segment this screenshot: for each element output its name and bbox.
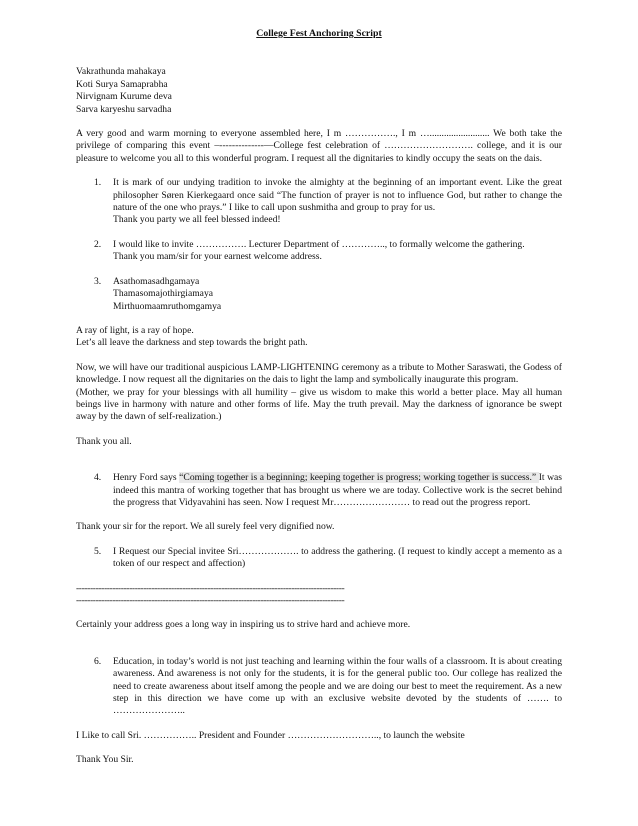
list-number: 1. [94,177,102,189]
intro-paragraph: A very good and warm morning to everyone assembled here, I m ……………., I m …......................... We both take the privilege of comparing this event –--------------—College fest celebration of ………………………. college, and it is our pleasure to welcome you all to this wonderful program. I request all the dignitaries to kindly occupy the seats on the dais. [76,128,562,164]
prayer-paragraph: (Mother, we pray for your blessings with all humility – give us wisdom to make this world a better place. May all human beings live in harmony with nature and other forms of life. May the truth prevail. May the darkness of ignorance be swept away by the dawn of self-realization.) [76,386,562,423]
thank-you-sir: Thank You Sir. [76,754,134,766]
list-number: 5. [94,545,102,557]
invocation-verse [76,66,562,116]
address-paragraph: Certainly your address goes a long way in inspiring us to strive hard and achieve more. [76,619,411,631]
list-number: 4. [94,472,102,484]
verse-line: Sarva karyeshu sarvadha [76,103,172,115]
call-paragraph: I Like to call Sri. …………….. President and Founder ……………………….., to launch the website [76,729,465,741]
list-text: Thamasomajothirgiamaya [113,288,213,300]
list-text: It was indeed this mantra of working together that has brought us where we are today. Collective work is the secret behind the progress that Vidyavahini has seen. Now I request Mr…………………… to read out the progress report. [113,472,562,508]
thank-you-all: Thank you all. [76,435,132,447]
list-text: Mirthuomaamruthomgamya [113,300,222,312]
verse-line: Vakrathunda mahakaya [76,66,166,78]
list-number: 6. [94,655,102,667]
list-text: Education, in today’s world is not just teaching and learning within the four walls of a classroom. It is about creating awareness. And awareness is not only for the students, it is for the general public too. Our college has realized the need to create awareness about itself among the people and we are doing our best to meet the requirement. As a new step in this direction we have come up with an exclusive website devoted by the students of ……. to ………………….. [113,655,562,717]
ray-of-light-lines [76,325,562,350]
separator-line: ------------------------------------------------------------------------------------------------ [76,595,345,606]
list-text: It is mark of our undying tradition to invoke the almighty at the beginning of an important event. Like the great philosopher Søren Kierkegaard once said “The function of prayer is not to influence God, but rather to change the nature of the one who prays.” I like to call upon sushmitha and group to pray for us. [113,177,562,214]
list-item [76,472,562,509]
list-number: 3. [94,275,102,287]
list-text: Asathomasadhgamaya [113,275,200,287]
text-line: A ray of light, is a ray of hope. [76,324,194,336]
text-line: Let’s all leave the darkness and step towards the bright path. [76,337,308,349]
list-item [76,177,562,227]
list-item [76,276,562,313]
list-text: Henry Ford says [113,472,180,484]
list-item [76,656,562,718]
highlighted-quote: “Coming together is a beginning; keeping together is progress; working together is success.” [179,472,539,484]
list-text: Thank you party we all feel blessed indeed! [113,214,281,226]
verse-line: Nirvignam Kurume deva [76,91,172,103]
list-text: I Request our Special invitee Sri………………. to address the gathering. (I request to kindly accept a memento as a token of our respect and affection) [113,545,562,570]
list-text: Thank you mam/sir for your earnest welcome address. [113,251,322,263]
list-item [76,546,562,571]
page-title: College Fest Anchoring Script [256,28,382,39]
list-text: I would like to invite ……………. Lecturer Department of ………….., to formally welcome the gathering. [113,238,525,250]
verse-line: Koti Surya Samaprabha [76,78,168,90]
lamp-paragraph: Now, we will have our traditional auspicious LAMP-LIGHTENING ceremony as a tribute to Mother Saraswati, the Godess of knowledge. I now request all the dignitaries on the dais to light the lamp and symbolically inaugurate this program. [76,361,562,386]
list-item [76,239,562,264]
list-number: 2. [94,238,102,250]
separator-line: ------------------------------------------------------------------------------------------------ [76,582,345,594]
report-thanks: Thank your sir for the report. We all surely feel very dignified now. [76,521,335,533]
